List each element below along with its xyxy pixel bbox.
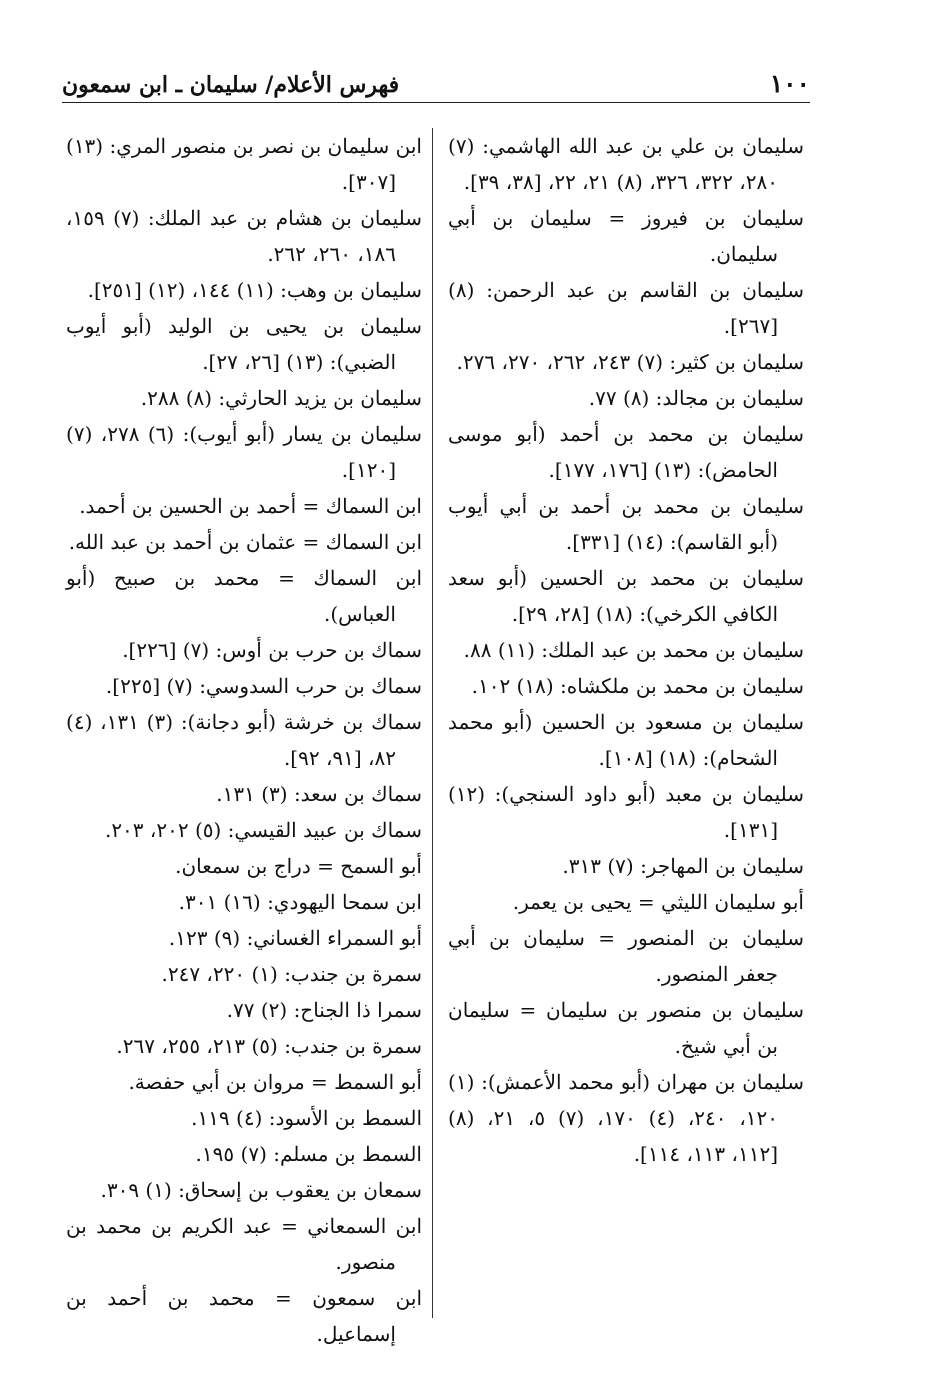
index-entry: ابن سمعون = محمد بن أحمد بن إسماعيل.: [66, 1286, 422, 1346]
index-entry: سماك بن خرشة (أبو دجانة): (٣) ١٣١، (٤) ٨٢، [٩١، ٩٢].: [66, 710, 423, 770]
index-entry: سليمان بن وهب: (١١) ١٤٤، (١٢) [٢٥١].: [87, 278, 422, 302]
index-entry: سماك بن حرب بن أوس: (٧) [٢٢٦].: [122, 638, 422, 662]
index-entry: ابن سليمان بن نصر بن منصور المري: (١٣) [٣٠٧].: [66, 134, 422, 194]
index-entry: ابن السماك = أحمد بن الحسين بن أحمد.: [79, 494, 422, 518]
index-entry: ابن السمعاني = عبد الكريم بن محمد بن منصور.: [66, 1214, 422, 1274]
index-entry: ابن سمحا اليهودي: (١٦) ٣٠١.: [178, 890, 422, 914]
index-entry: السمط بن الأسود: (٤) ١١٩.: [191, 1106, 422, 1130]
index-entry: سليمان بن يحيى بن الوليد (أبو أيوب الضبي): (١٣) [٢٦، ٢٧].: [66, 314, 422, 374]
index-entry: سليمان بن يسار (أبو أيوب): (٦) ٢٧٨، (٧) [١٢٠].: [66, 422, 422, 482]
index-entry: سماك بن حرب السدوسي: (٧) [٢٢٥].: [105, 674, 422, 698]
index-entry: سليمان بن محمد بن أحمد بن أبي أيوب (أبو القاسم): (١٤) [٣٣١].: [448, 494, 804, 554]
index-entry: سماك بن عبيد القيسي: (٥) ٢٠٢، ٢٠٣.: [104, 818, 422, 842]
index-entry: سليمان بن المهاجر: (٧) ٣١٣.: [562, 854, 804, 878]
index-entry: سليمان بن محمد بن ملكشاه: (١٨) ١٠٢.: [471, 674, 804, 698]
index-entry: أبو السمط = مروان بن أبي حفصة.: [128, 1070, 422, 1094]
index-column-left: [66, 128, 422, 1352]
index-entry: سليمان بن علي بن عبد الله الهاشمي: (٧) ٢٨٠، ٣٢٢، ٣٢٦، (٨) ٢١، ٢٢، [٣٨، ٣٩].: [448, 134, 804, 194]
index-entry: سليمان بن مهران (أبو محمد الأعمش): (١) ١٢٠، ٢٤٠، (٤) ١٧٠، (٧) ٥، ٢١، (٨) [١١٢، ١١٣، ١١٤].: [448, 1070, 804, 1166]
index-entry: سمرا ذا الجناح: (٢) ٧٧.: [226, 998, 422, 1022]
index-entry: سليمان بن معبد (أبو داود السنجي): (١٢) [١٣١].: [448, 782, 804, 842]
index-entry: ابن السماك = عثمان بن أحمد بن عبد الله.: [68, 530, 422, 554]
index-entry: سليمان بن محمد بن أحمد (أبو موسى الحامض): (١٣) [١٧٦، ١٧٧].: [448, 422, 804, 482]
index-entry: السمط بن مسلم: (٧) ١٩٥.: [195, 1142, 422, 1166]
index-entry: سليمان بن مجالد: (٨) ٧٧.: [588, 386, 804, 410]
index-entry: ابن السماك = محمد بن صبيح (أبو العباس).: [66, 566, 422, 626]
index-column-right: [448, 128, 804, 1172]
index-entry: أبو السمح = دراج بن سمعان.: [175, 854, 422, 878]
index-entry: سليمان بن هشام بن عبد الملك: (٧) ١٥٩، ١٨٦، ٢٦٠، ٢٦٢.: [66, 206, 422, 266]
index-entry: سليمان بن منصور بن سليمان = سليمان بن أبي شيخ.: [448, 998, 804, 1058]
index-entry: سليمان بن محمد بن عبد الملك: (١١) ٨٨.: [463, 638, 804, 662]
index-entry: أبو السمراء الغساني: (٩) ١٢٣.: [168, 926, 422, 950]
column-divider: [432, 128, 433, 1318]
page-header: [62, 60, 810, 103]
index-entry: سليمان بن المنصور = سليمان بن أبي جعفر المنصور.: [448, 926, 804, 986]
index-entry: سماك بن سعد: (٣) ١٣١.: [216, 782, 422, 806]
index-entry: سليمان بن فيروز = سليمان بن أبي سليمان.: [448, 206, 804, 266]
page-number: ١٠٠: [769, 69, 810, 98]
running-title: فهرس الأعلام/ سليمان ـ ابن سمعون: [62, 72, 400, 98]
index-entry: سمرة بن جندب: (١) ٢٢٠، ٢٤٧.: [161, 962, 422, 986]
index-entry: سليمان بن مسعود بن الحسين (أبو محمد الشحام): (١٨) [١٠٨].: [448, 710, 804, 770]
index-entry: أبو سليمان الليثي = يحيى بن يعمر.: [512, 890, 804, 914]
index-entry: سليمان بن القاسم بن عبد الرحمن: (٨) [٢٦٧].: [448, 278, 804, 338]
index-entry: سليمان بن كثير: (٧) ٢٤٣، ٢٦٢، ٢٧٠، ٢٧٦.: [456, 350, 804, 374]
index-entry: سمرة بن جندب: (٥) ٢١٣، ٢٥٥، ٢٦٧.: [116, 1034, 422, 1058]
index-entry: سليمان بن يزيد الحارثي: (٨) ٢٨٨.: [140, 386, 422, 410]
index-entry: سليمان بن محمد بن الحسين (أبو سعد الكافي الكرخي): (١٨) [٢٨، ٢٩].: [448, 566, 804, 626]
index-entry: سمعان بن يعقوب بن إسحاق: (١) ٣٠٩.: [100, 1178, 422, 1202]
